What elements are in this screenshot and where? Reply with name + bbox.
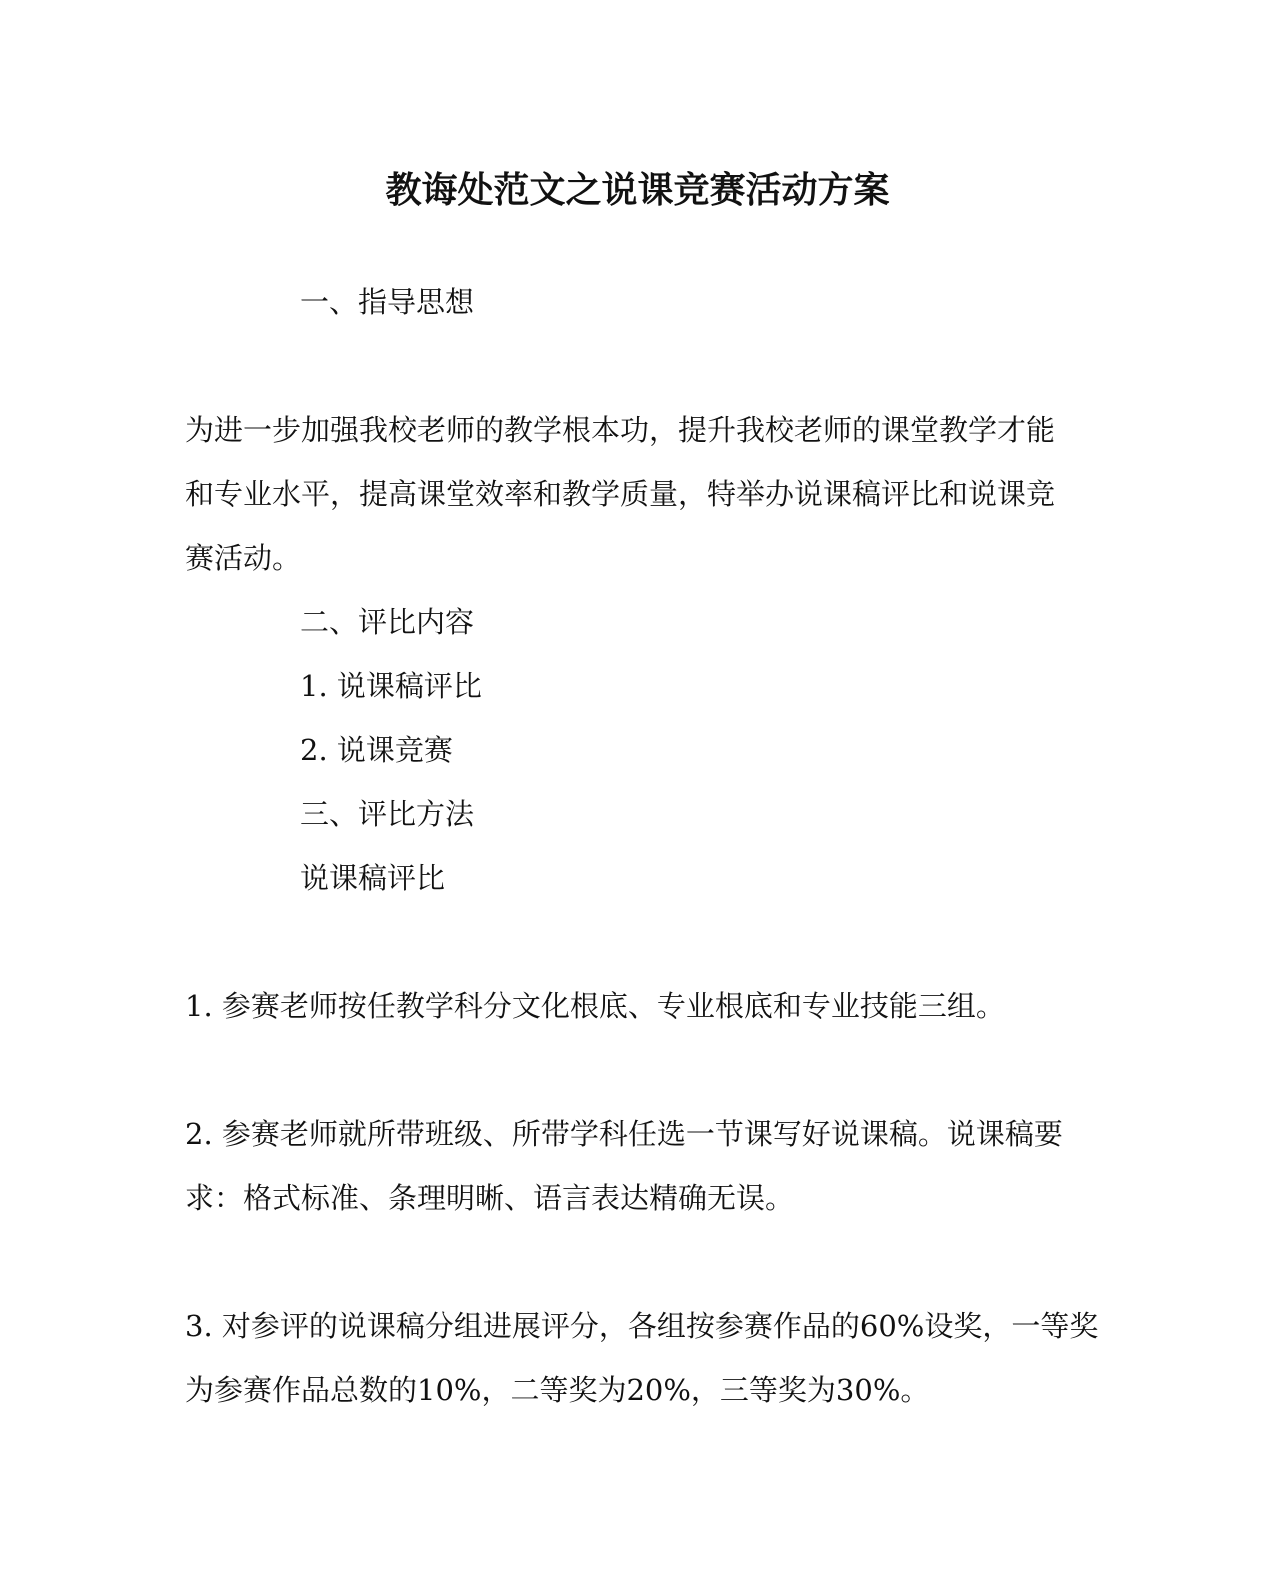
paragraph-line: 求：格式标准、条理明晰、语言表达精确无误。: [185, 1181, 795, 1215]
paragraph-line: 和专业水平，提高课堂效率和教学质量，特举办说课稿评比和说课竞: [185, 477, 1056, 511]
subheading-lecture-draft: 说课稿评比: [300, 861, 446, 895]
list-item: 1. 说课稿评比: [300, 669, 482, 703]
paragraph-line: 3. 对参评的说课稿分组进展评分，各组按参赛作品的60%设奖，一等奖: [185, 1309, 1099, 1343]
paragraph-line: 2. 参赛老师就所带班级、所带学科任选一节课写好说课稿。说课稿要: [185, 1117, 1063, 1151]
paragraph-line: 为参赛作品总数的10%，二等奖为20%，三等奖为30%。: [185, 1373, 930, 1407]
document-title: 教诲处范文之说课竞赛活动方案: [385, 169, 890, 211]
heading-evaluation-method: 三、评比方法: [300, 797, 475, 831]
paragraph-line: 1. 参赛老师按任教学科分文化根底、专业根底和专业技能三组。: [185, 989, 1005, 1023]
heading-guiding-ideology: 一、指导思想: [300, 285, 475, 319]
list-item: 2. 说课竞赛: [300, 733, 453, 767]
paragraph-line: 赛活动。: [185, 541, 302, 575]
paragraph-line: 为进一步加强我校老师的教学根本功，提升我校老师的课堂教学才能: [185, 413, 1056, 447]
heading-evaluation-content: 二、评比内容: [300, 605, 475, 639]
